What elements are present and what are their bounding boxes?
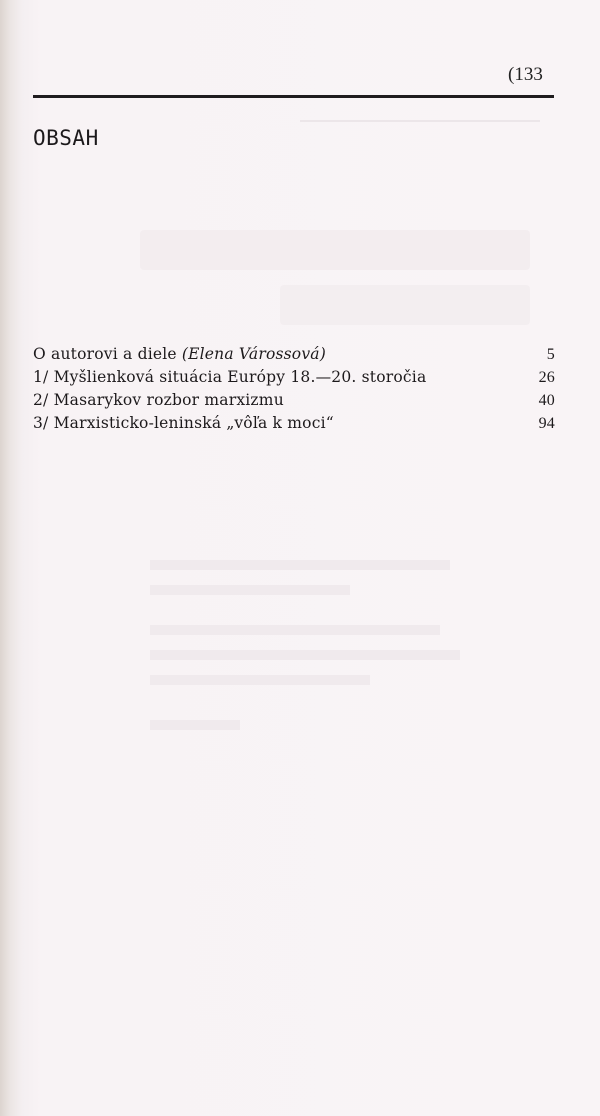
- toc-entry-text: 3/ Marxisticko-leninská „vôľa k moci“: [33, 414, 334, 432]
- toc-entry-title: [33, 345, 326, 363]
- toc-entry: [33, 414, 555, 437]
- contents-heading: OBSAH: [33, 126, 99, 150]
- toc-entry: [33, 345, 555, 368]
- page-number: (133: [508, 64, 543, 85]
- toc-entry-text: O autorovi a diele: [33, 345, 182, 363]
- table-of-contents: [33, 345, 555, 437]
- toc-entry-text: 2/ Masarykov rozbor marxizmu: [33, 391, 284, 409]
- toc-entry-page: 26: [538, 369, 555, 386]
- toc-entry-text: 1/ Myšlienková situácia Európy 18.—20. storočia: [33, 368, 427, 386]
- toc-entry: [33, 368, 555, 391]
- toc-entry-page: 94: [538, 415, 555, 432]
- toc-entry: [33, 391, 555, 414]
- toc-entry-author: (Elena Várossová): [181, 345, 326, 363]
- toc-entry-title: [33, 368, 426, 386]
- toc-entry-title: [33, 414, 334, 432]
- header-rule: [33, 95, 554, 98]
- toc-entry-page: 5: [546, 346, 555, 363]
- toc-entry-page: 40: [538, 392, 555, 409]
- toc-entry-title: [33, 391, 284, 409]
